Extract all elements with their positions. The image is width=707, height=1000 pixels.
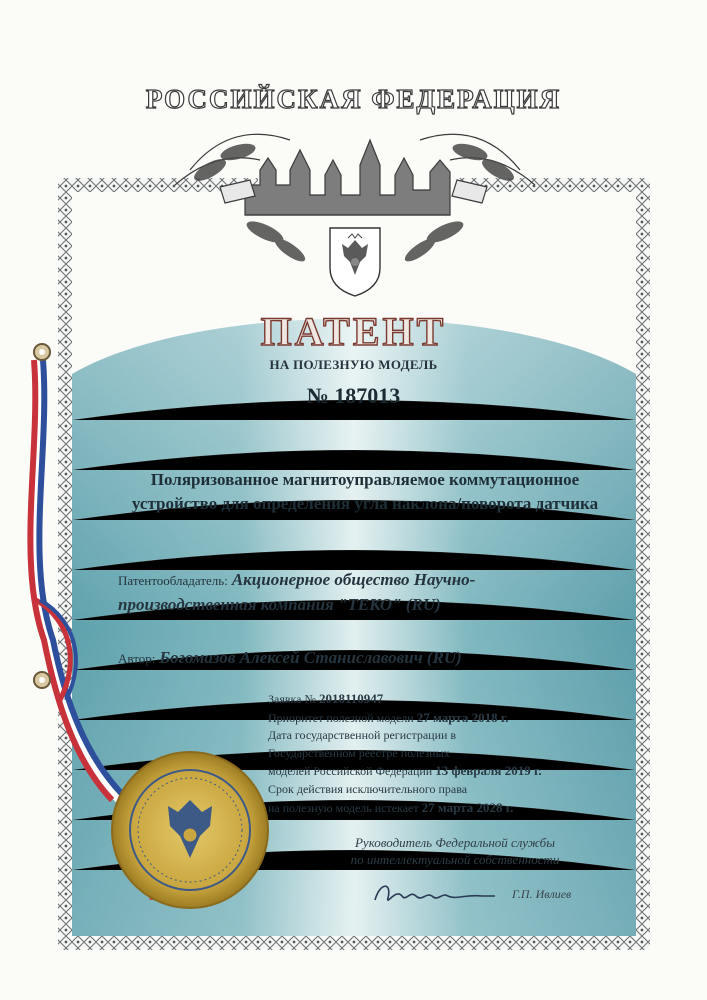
patent-subtitle: НА ПОЛЕЗНУЮ МОДЕЛЬ — [269, 357, 438, 372]
registration-details — [268, 690, 598, 817]
expiry-row — [268, 799, 598, 818]
signer-title-line: по интеллектуальной собственности — [350, 852, 560, 867]
document-type-heading: ПАТЕНТ — [260, 309, 447, 354]
priority-row — [268, 709, 598, 728]
author-value: Богомазов Алексей Станиславович (RU) — [159, 648, 462, 667]
application-value: 2018110947 — [318, 691, 384, 706]
official-seal-icon — [112, 752, 268, 908]
holder-value: Акционерное общество Научно- — [231, 570, 476, 589]
expiry-label-line: на полезную модель истекает — [268, 800, 419, 815]
application-label: Заявка № — [268, 692, 316, 706]
signer-title-line: Руководитель Федеральной службы — [354, 835, 555, 850]
expiry-label-line: Срок действия исключительного права — [268, 781, 468, 796]
reg-value: 13 февраля 2019 г. — [435, 763, 542, 779]
expiry-value: 27 марта 2028 г. — [421, 799, 514, 815]
holder-value-cont: производственная компания "ТЕКО" (RU) — [118, 595, 441, 614]
coat-of-arms-icon — [330, 228, 380, 296]
country-heading: РОССИЙСКАЯ ФЕДЕРАЦИЯ — [145, 84, 562, 114]
invention-title — [90, 468, 640, 516]
author-label: Автор: — [118, 651, 156, 666]
priority-label: Приоритет полезной модели — [268, 710, 414, 725]
reg-label-line: Государственном реестре полезных — [268, 745, 450, 760]
reg-row — [268, 762, 598, 781]
reg-label-line: моделей Российской Федерации — [268, 764, 433, 779]
application-row — [268, 690, 598, 709]
author — [118, 648, 588, 668]
holder-label: Патентообладатель: — [118, 573, 228, 588]
patent-number: № 187013 — [306, 383, 401, 408]
priority-value: 27 марта 2018 г. — [416, 709, 509, 725]
invention-title-line: устройство для определения угла наклона/поворота датчика — [131, 494, 599, 513]
patent-holder — [118, 568, 588, 618]
signer-name: Г.П. Ивлиев — [512, 887, 572, 901]
reg-label-line: Дата государственной регистрации в — [268, 728, 457, 743]
signature-scribble — [370, 876, 500, 910]
invention-title-line: Поляризованное магнитоуправляемое коммутационное — [150, 470, 580, 489]
signer-title — [330, 834, 580, 868]
